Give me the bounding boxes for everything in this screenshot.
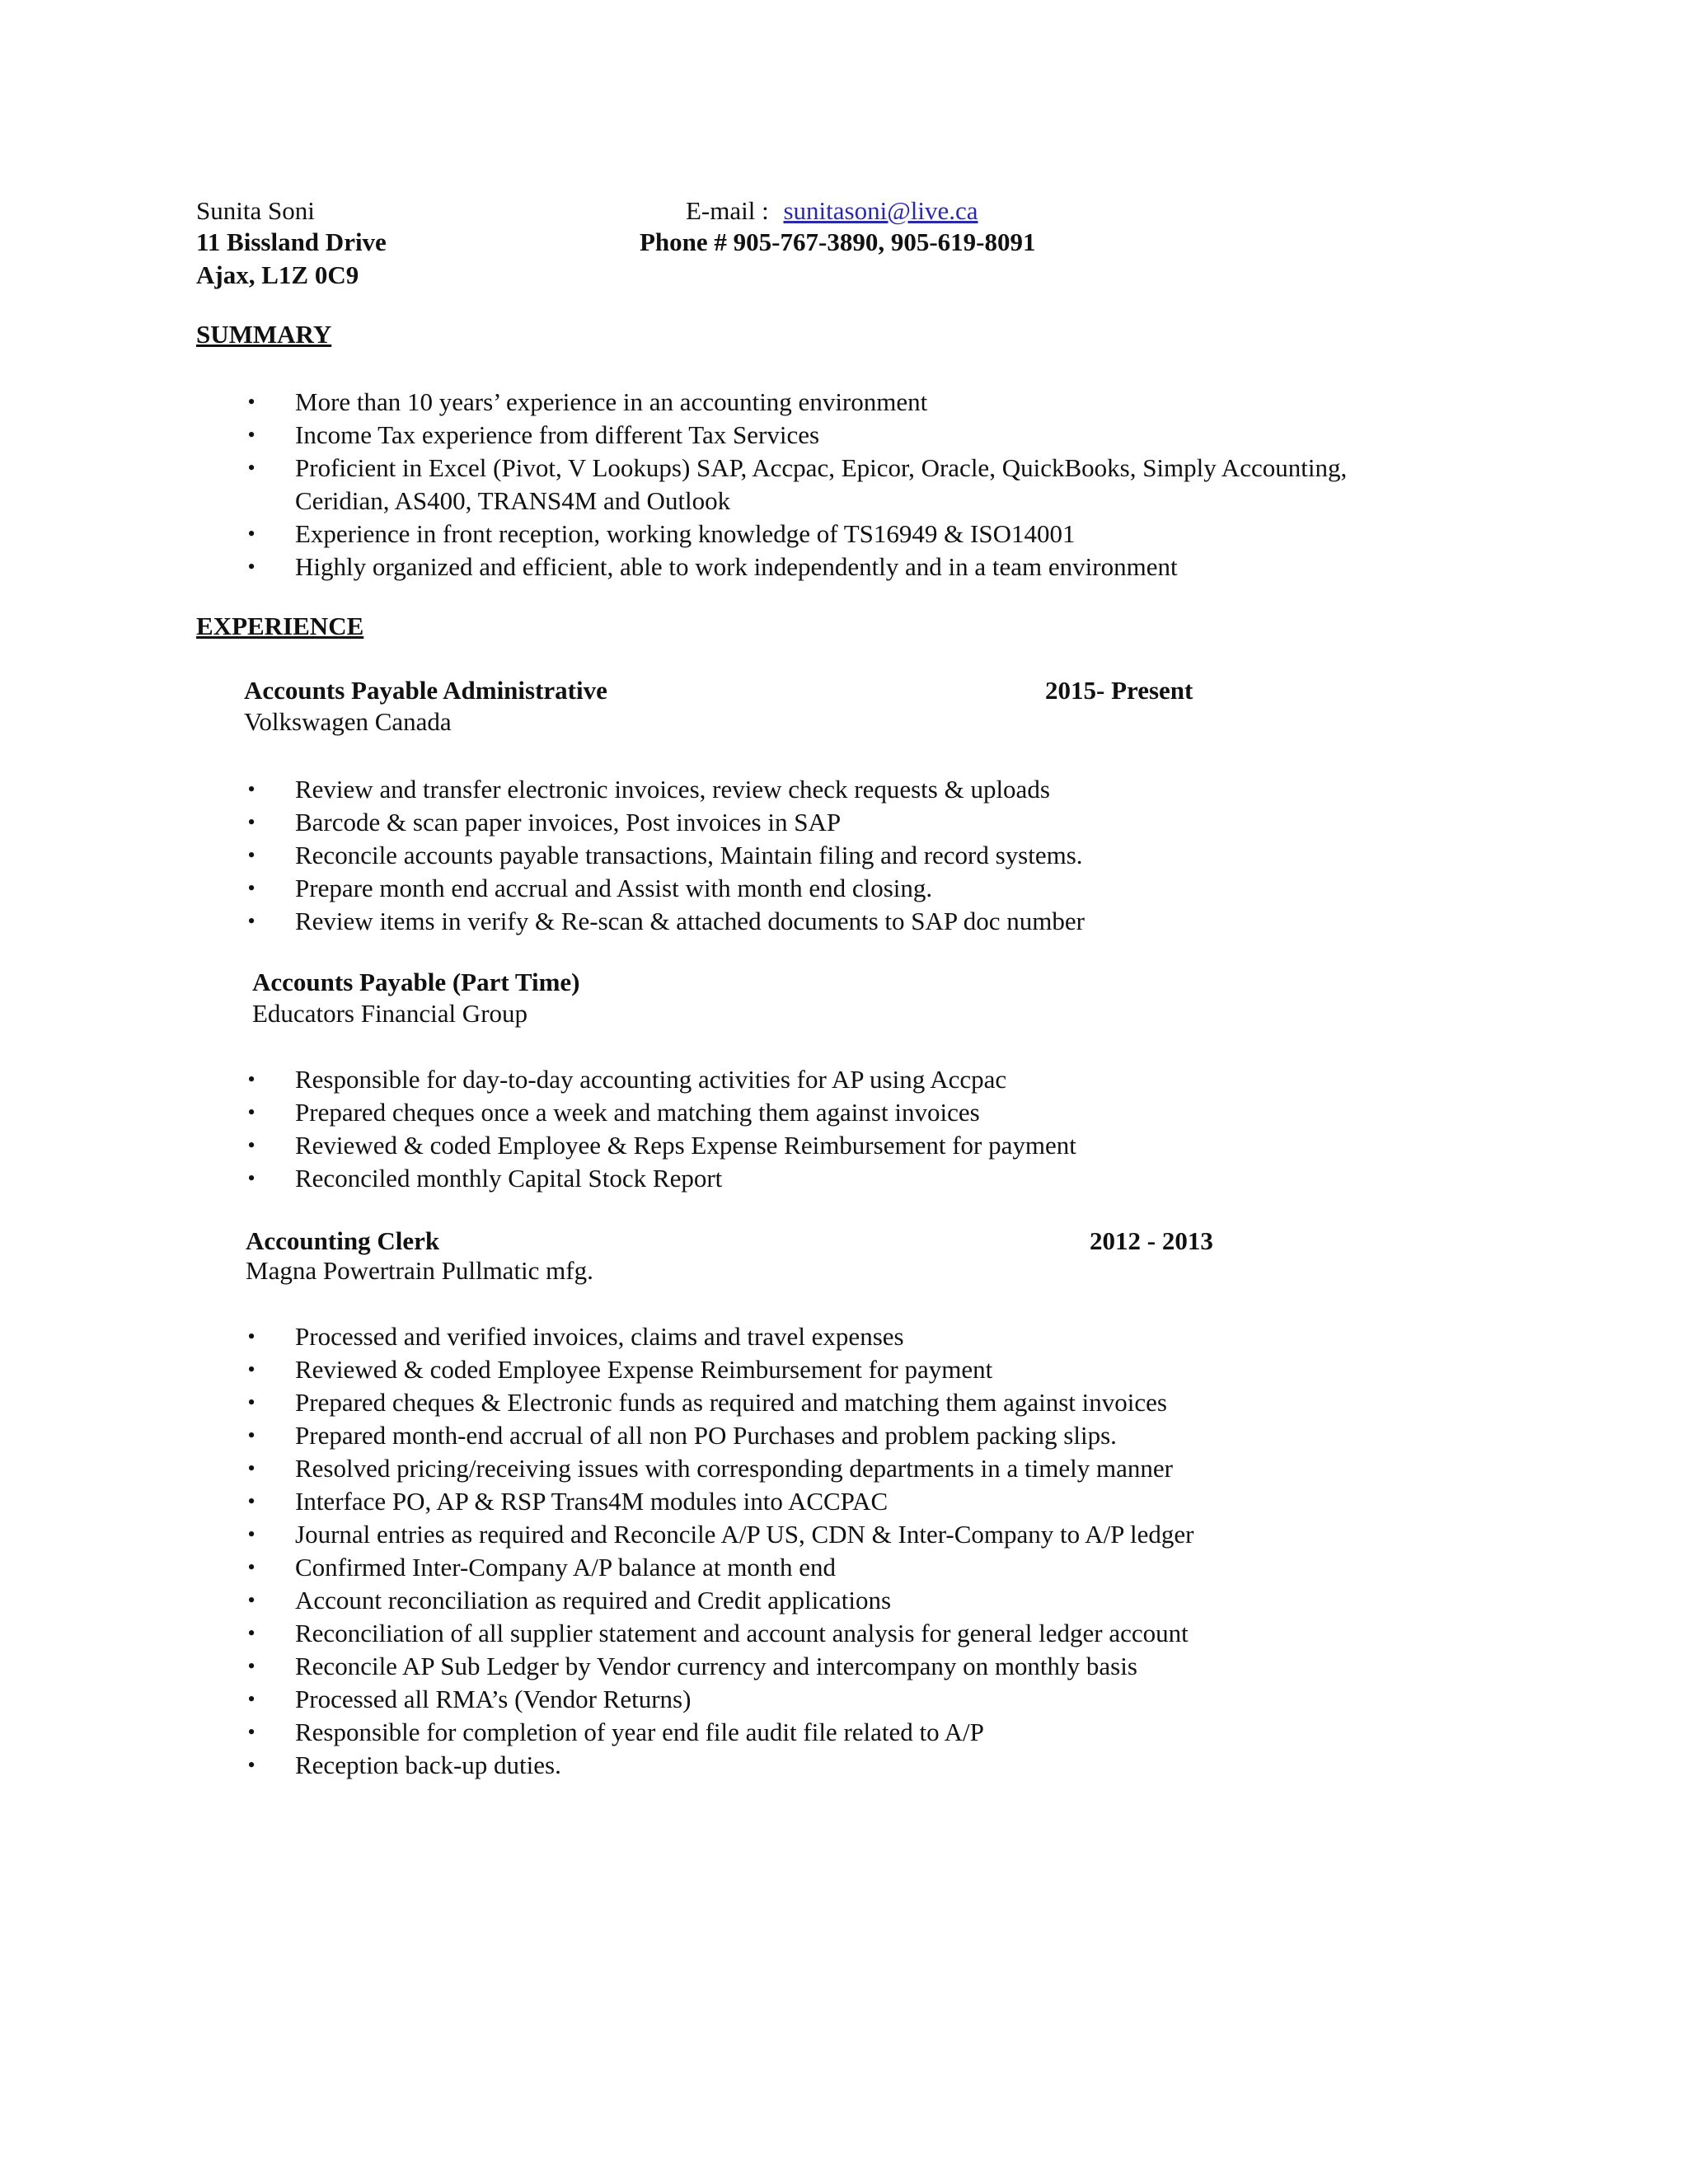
list-item: • Prepared month-end accrual of all non PO Purchases and problem packing slips. [247,1421,1117,1450]
email-link[interactable]: sunitasoni@live.ca [783,196,978,225]
email-line [686,196,978,226]
job-title: Accounts Payable Administrative [244,676,607,705]
list-item: • More than 10 years’ experience in an accounting environment [247,387,928,416]
list-item: • Responsible for day-to-day accounting activities for AP using Accpac [247,1065,1007,1094]
list-item: • Account reconciliation as required and Credit applications [247,1586,892,1615]
list-item: • Reviewed & coded Employee Expense Reimbursement for payment [247,1355,993,1384]
list-item: • Interface PO, AP & RSP Trans4M modules into ACCPAC [247,1487,889,1516]
email-label: E-mail : [686,196,769,225]
job-company: Educators Financial Group [252,999,528,1028]
list-item: • Reconcile accounts payable transactions, Maintain filing and record systems. [247,841,1083,869]
job-title: Accounts Payable (Part Time) [252,968,580,996]
list-item: • Reconciliation of all supplier statement and account analysis for general ledger account [247,1619,1189,1647]
list-item: • Journal entries as required and Reconcile A/P US, CDN & Inter-Company to A/P ledger [247,1520,1194,1549]
contact-city: Ajax, L1Z 0C9 [196,260,359,289]
summary-list [239,386,1400,583]
contact-street: 11 Bissland Drive [196,227,387,256]
list-item: • Confirmed Inter-Company A/P balance at month end [247,1553,836,1582]
list-item: • Experience in front reception, working knowledge of TS16949 & ISO14001 [247,519,1076,548]
summary-heading: SUMMARY [196,320,332,349]
list-item: • Reviewed & coded Employee & Reps Expense Reimbursement for payment [247,1131,1076,1160]
job-duties-list [239,1063,1076,1195]
job-title: Accounting Clerk [246,1226,440,1255]
contact-name: Sunita Soni [196,196,315,225]
job-dates: 2015- Present [1045,676,1193,705]
list-item: • Prepared cheques & Electronic funds as required and matching them against invoices [247,1388,1167,1417]
list-item: • Responsible for completion of year end file audit file related to A/P [247,1718,984,1746]
list-item: • Proficient in Excel (Pivot, V Lookups) SAP, Accpac, Epicor, Oracle, QuickBooks, Simply Accounting, Ceridian, AS400, TRANS4M and Outlook [247,453,1348,515]
list-item: • Income Tax experience from different Tax Services [247,420,820,449]
list-item: • Prepared cheques once a week and matching them against invoices [247,1098,980,1127]
phone-line: Phone # 905-767-3890, 905-619-8091 [640,227,1036,256]
list-item: • Prepare month end accrual and Assist with month end closing. [247,874,933,902]
list-item: • Review items in verify & Re-scan & attached documents to SAP doc number [247,907,1085,935]
list-item: • Reconciled monthly Capital Stock Report [247,1164,723,1193]
job-duties-list [239,1320,1193,1782]
job-company: Volkswagen Canada [244,707,452,736]
list-item: • Resolved pricing/receiving issues with corresponding departments in a timely manner [247,1454,1173,1483]
experience-heading: EXPERIENCE [196,612,364,640]
list-item: • Processed and verified invoices, claims and travel expenses [247,1322,904,1351]
list-item: • Barcode & scan paper invoices, Post invoices in SAP [247,808,842,837]
list-item: • Processed all RMA’s (Vendor Returns) [247,1685,692,1713]
list-item: • Review and transfer electronic invoices, review check requests & uploads [247,775,1050,804]
list-item: • Highly organized and efficient, able to work independently and in a team environment [247,552,1178,581]
job-dates: 2012 - 2013 [1090,1226,1213,1255]
list-item: • Reception back-up duties. [247,1750,561,1779]
job-duties-list [239,773,1085,938]
list-item: • Reconcile AP Sub Ledger by Vendor currency and intercompany on monthly basis [247,1652,1137,1680]
job-company: Magna Powertrain Pullmatic mfg. [246,1256,593,1285]
